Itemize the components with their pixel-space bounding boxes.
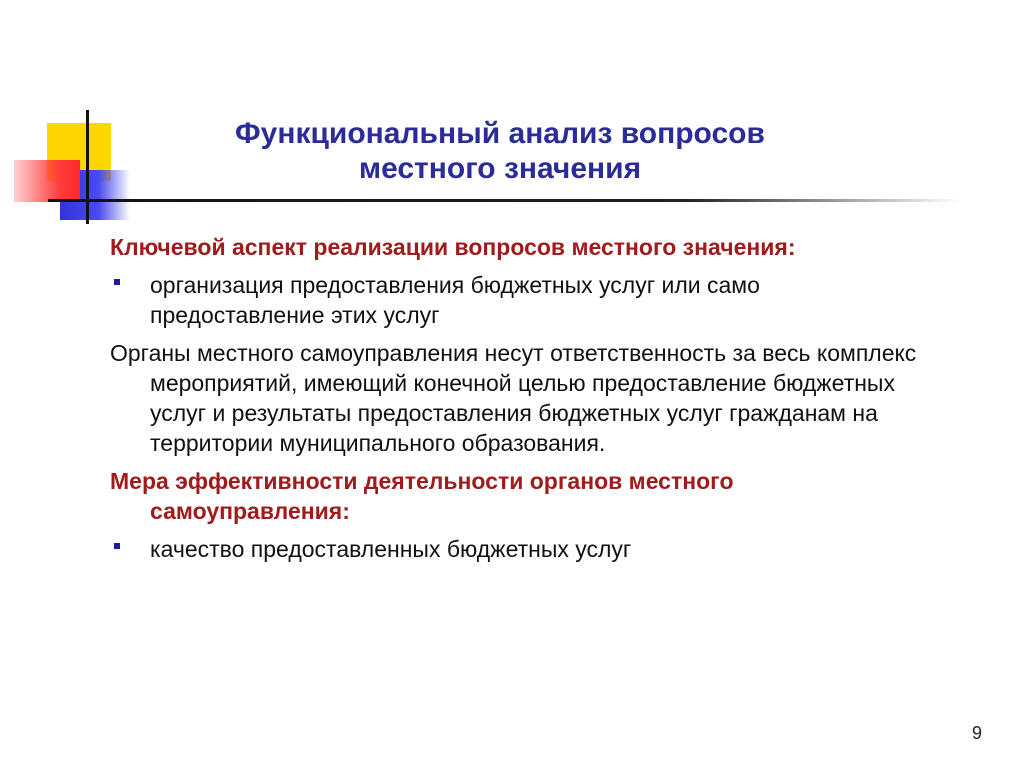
vertical-line-decoration bbox=[86, 110, 89, 224]
list-item bbox=[110, 270, 920, 330]
red-square-decoration bbox=[14, 160, 80, 202]
square-bullet-icon bbox=[114, 279, 120, 285]
title-underline-divider bbox=[48, 199, 960, 202]
key-aspect-heading: Ключевой аспект реализации вопросов местного значения: bbox=[110, 234, 796, 260]
page-number: 9 bbox=[972, 723, 983, 743]
list-item-text: качество предоставленных бюджетных услуг bbox=[150, 536, 632, 562]
slide-title-line-2: местного значения bbox=[358, 152, 642, 185]
responsibility-paragraph: Органы местного самоуправления несут ответственность за весь комплекс мероприятий, имеющий конечной целью предоставление бюджетных услуг и результаты предоставления бюджетных услуг гражданам на территории муниципального образования. bbox=[110, 340, 917, 456]
list-item-text: организация предоставления бюджетных услуг или само предоставление этих услуг bbox=[150, 272, 760, 328]
slide-body bbox=[110, 232, 920, 572]
square-bullet-icon bbox=[114, 543, 120, 549]
efficiency-measure-heading: Мера эффективности деятельности органов местного самоуправления: bbox=[110, 468, 734, 524]
slide-title bbox=[150, 116, 850, 186]
list-item bbox=[110, 534, 920, 564]
slide-title-line-1: Функциональный анализ вопросов bbox=[235, 117, 765, 150]
